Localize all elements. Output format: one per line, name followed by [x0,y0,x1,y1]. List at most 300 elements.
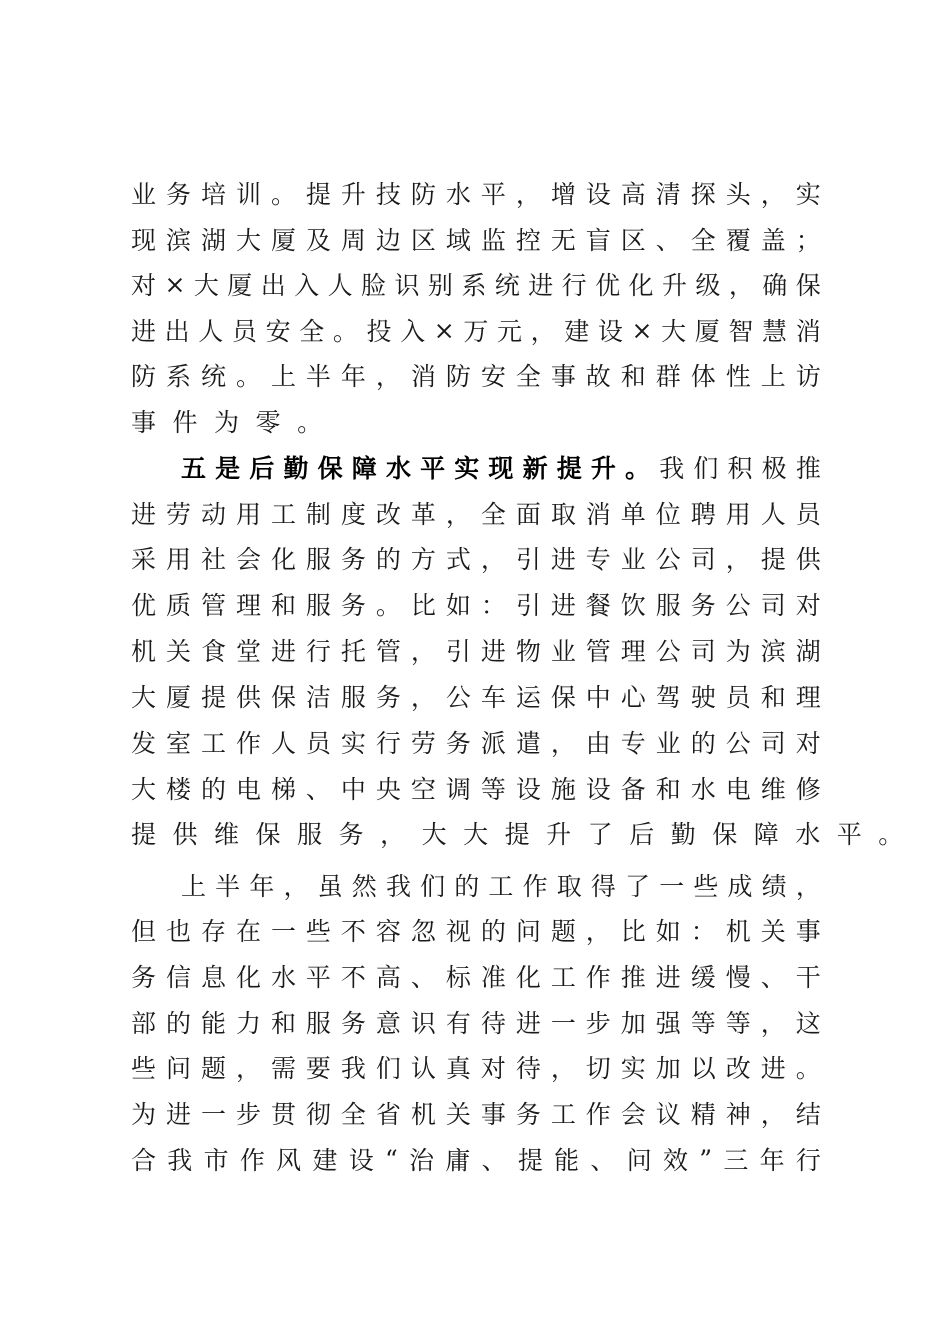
glyph: 存 [200,917,226,946]
glyph: 培 [200,180,226,209]
glyph: 后 [629,820,655,849]
glyph: 。 [235,362,261,391]
glyph: 式 [445,545,471,574]
glyph: 、 [760,963,786,992]
glyph: 设 [515,775,541,804]
glyph: 升 [590,454,616,483]
glyph: 务 [445,729,471,758]
glyph: 升 [340,180,366,209]
glyph: 托 [340,637,366,666]
glyph: 业 [131,180,157,209]
glyph: 等 [480,775,506,804]
glyph: 年 [340,362,366,391]
glyph: 工 [270,500,296,529]
glyph: 的 [454,872,480,901]
glyph: 周 [340,226,366,255]
text-line-11 [131,630,821,670]
glyph: 进 [480,637,506,666]
glyph: 化 [515,963,541,992]
glyph: 务 [165,180,191,209]
glyph: 们 [375,1054,401,1083]
glyph: 事 [550,362,576,391]
glyph: 位 [655,500,681,529]
glyph: 庸 [445,1146,471,1175]
glyph: 工 [488,872,514,901]
glyph: 水 [385,454,411,483]
glyph: 业 [620,545,646,574]
glyph: 湖 [795,637,821,666]
glyph: ， [760,1009,786,1038]
glyph: 升 [546,820,572,849]
glyph: 全 [299,317,325,346]
glyph: 忽 [410,917,436,946]
glyph: 、 [655,226,681,255]
glyph: 步 [585,1009,611,1038]
glyph: 意 [375,1009,401,1038]
glyph: 平 [420,454,446,483]
glyph: 滨 [760,637,786,666]
glyph: 作 [585,1100,611,1129]
glyph: 作 [522,872,548,901]
text-line-19 [131,1002,821,1042]
glyph: 绩 [761,872,787,901]
glyph: 进 [550,545,576,574]
glyph: 性 [725,362,751,391]
glyph: 电 [725,775,751,804]
glyph: 中 [340,775,366,804]
glyph: 供 [235,683,261,712]
glyph: 清 [655,180,681,209]
glyph: 安 [265,317,291,346]
glyph: 保 [550,683,576,712]
glyph: 智 [728,317,754,346]
text-line-3 [131,264,821,304]
glyph: 服 [305,1009,331,1038]
glyph: 实 [795,180,821,209]
glyph: 。 [270,180,296,209]
text-line-7 [181,447,821,487]
glyph: 风 [276,1146,302,1175]
glyph: 行 [561,271,587,300]
glyph: 一 [550,1009,576,1038]
glyph: 提 [504,820,530,849]
glyph: 及 [305,226,331,255]
glyph: 确 [762,271,788,300]
glyph: 我 [167,1146,193,1175]
glyph: 彻 [305,1100,331,1129]
glyph: 高 [620,180,646,209]
glyph: 工 [550,1100,576,1129]
glyph: 息 [200,963,226,992]
glyph: 取 [550,500,576,529]
glyph: 现 [488,454,514,483]
glyph: 理 [620,637,646,666]
glyph: 系 [461,271,487,300]
glyph: 方 [410,545,436,574]
glyph: 体 [690,362,716,391]
glyph: 了 [625,872,651,901]
glyph: 。 [297,408,323,437]
glyph: 我 [385,872,411,901]
glyph: 司 [760,729,786,758]
text-line-6 [131,401,821,441]
glyph: ， [725,545,751,574]
glyph: 万 [463,317,489,346]
glyph: 。 [332,317,358,346]
glyph: 服 [340,683,366,712]
glyph: 和 [760,683,786,712]
glyph: 公 [655,637,681,666]
glyph: 也 [165,917,191,946]
glyph: 理 [795,683,821,712]
glyph: 施 [550,775,576,804]
glyph: 识 [410,1009,436,1038]
text-line-14 [131,768,821,808]
glyph: 防 [410,180,436,209]
glyph: 探 [690,180,716,209]
glyph: 为 [131,1100,157,1129]
glyph: 出 [260,271,286,300]
glyph: 大 [463,820,489,849]
glyph: 关 [445,1100,471,1129]
glyph: 防 [131,362,157,391]
glyph: 保 [270,683,296,712]
glyph: 作 [239,1146,265,1175]
glyph: 神 [725,1100,751,1129]
glyph: 劳 [165,500,191,529]
glyph: 加 [655,1054,681,1083]
glyph: 强 [655,1009,681,1038]
glyph: 切 [585,1054,611,1083]
glyph: 服 [297,820,323,849]
glyph: 半 [215,872,241,901]
glyph: 统 [494,271,520,300]
glyph: 水 [795,820,821,849]
glyph: 全 [515,362,541,391]
glyph: 公 [725,591,751,620]
glyph: 区 [410,226,436,255]
text-line-22 [131,1139,821,1179]
glyph: 。 [375,591,401,620]
glyph: 务 [375,683,401,712]
glyph: ， [235,1054,261,1083]
glyph: 级 [695,271,721,300]
glyph: 事 [480,1100,506,1129]
glyph: 勤 [670,820,696,849]
glyph: 大 [193,271,219,300]
glyph: × [631,315,653,345]
glyph: 需 [270,1054,296,1083]
glyph: 域 [445,226,471,255]
glyph: 司 [690,637,716,666]
glyph: 引 [445,637,471,666]
glyph: 不 [340,917,366,946]
glyph: 慢 [725,963,751,992]
glyph: 备 [620,775,646,804]
glyph: 干 [795,963,821,992]
glyph: 改 [725,1054,751,1083]
glyph: 加 [620,1009,646,1038]
glyph: 供 [795,545,821,574]
glyph: 了 [587,820,613,849]
glyph: 服 [655,591,681,620]
glyph: 监 [480,226,506,255]
glyph: 省 [375,1100,401,1129]
glyph: 服 [305,545,331,574]
glyph: 步 [235,1100,261,1129]
glyph: 餐 [585,591,611,620]
text-line-5 [131,355,821,395]
glyph: 室 [165,729,191,758]
glyph: 结 [795,1100,821,1129]
glyph: 化 [270,545,296,574]
glyph: 管 [375,637,401,666]
glyph: 楼 [165,775,191,804]
glyph: 发 [131,729,157,758]
glyph: 保 [255,820,281,849]
glyph: 进 [131,317,157,346]
glyph: 盖 [760,226,786,255]
glyph: 。 [795,1054,821,1083]
glyph: 食 [200,637,226,666]
glyph: 遣 [515,729,541,758]
glyph: 进 [655,963,681,992]
glyph: 公 [445,683,471,712]
glyph: × [164,269,186,299]
glyph: 件 [172,408,198,437]
glyph: ， [760,1100,786,1129]
glyph: 贯 [270,1100,296,1129]
glyph: 进 [515,1009,541,1038]
glyph: 认 [410,1054,436,1083]
glyph: 设 [585,180,611,209]
glyph: 升 [661,271,687,300]
glyph: 作 [235,729,261,758]
glyph: ， [283,872,309,901]
glyph: 提 [760,545,786,574]
glyph: 服 [305,591,331,620]
glyph: 进 [270,637,296,666]
glyph: 些 [693,872,719,901]
glyph: 这 [795,1009,821,1038]
text-line-15 [131,813,904,853]
glyph: 理 [235,591,261,620]
glyph: 视 [445,917,471,946]
glyph: 派 [480,729,506,758]
glyph: 度 [340,500,366,529]
glyph: 能 [200,1009,226,1038]
glyph: 专 [620,729,646,758]
glyph: 、 [305,775,331,804]
glyph: 行 [795,1146,821,1175]
glyph: 务 [131,963,157,992]
glyph: 题 [550,917,576,946]
glyph: 电 [235,775,261,804]
glyph: 保 [712,820,738,849]
glyph: 建 [564,317,590,346]
glyph: 饮 [620,591,646,620]
glyph: 对 [480,1054,506,1083]
glyph: 的 [480,917,506,946]
glyph: 障 [753,820,779,849]
glyph: 单 [620,500,646,529]
glyph: 引 [515,545,541,574]
glyph: ， [550,729,576,758]
glyph: 群 [655,362,681,391]
glyph: 的 [200,775,226,804]
glyph: 高 [375,963,401,992]
glyph: 维 [214,820,240,849]
glyph: 司 [690,545,716,574]
text-line-2 [131,219,821,259]
glyph: 实 [620,1054,646,1083]
glyph: 央 [375,775,401,804]
text-line-8 [131,493,821,533]
glyph: 面 [515,500,541,529]
glyph: 的 [165,1009,191,1038]
glyph: 务 [338,820,364,849]
glyph: 梯 [270,775,296,804]
glyph: 人 [327,271,353,300]
glyph: 运 [515,683,541,712]
glyph: 大 [421,820,447,849]
glyph: 们 [420,872,446,901]
glyph: 平 [836,820,862,849]
glyph: ， [760,180,786,209]
glyph: 工 [550,963,576,992]
glyph: 访 [795,362,821,391]
glyph: 提 [200,683,226,712]
glyph: ： [690,917,716,946]
glyph: 进 [165,1100,191,1129]
glyph: 效 [662,1146,688,1175]
glyph: 力 [235,1009,261,1038]
glyph: 会 [620,1100,646,1129]
glyph: 务 [340,591,366,620]
text-line-9 [131,538,821,578]
glyph: 是 [215,454,241,483]
glyph: ， [410,683,436,712]
glyph: 取 [556,872,582,901]
glyph: 极 [761,454,787,483]
glyph: 设 [597,317,623,346]
glyph: 滨 [165,226,191,255]
glyph: 堂 [235,637,261,666]
glyph: 人 [198,317,224,346]
glyph: 。 [625,454,651,483]
glyph: 题 [200,1054,226,1083]
glyph: 对 [795,729,821,758]
glyph: 一 [659,872,685,901]
glyph: 保 [317,454,343,483]
glyph: 边 [375,226,401,255]
glyph: 入 [400,317,426,346]
glyph: 虽 [317,872,343,901]
glyph: 全 [340,1100,366,1129]
glyph: 成 [727,872,753,901]
glyph: 得 [590,872,616,901]
glyph: 水 [270,963,296,992]
text-line-13 [131,722,821,762]
glyph: ， [380,820,406,849]
glyph: 人 [760,500,786,529]
text-line-10 [131,584,821,624]
glyph: 但 [131,917,157,946]
glyph: 全 [480,500,506,529]
glyph: 控 [515,226,541,255]
glyph: 平 [305,963,331,992]
glyph: 劳 [410,729,436,758]
glyph: ， [550,1054,576,1083]
glyph: 障 [351,454,377,483]
glyph: 新 [522,454,548,483]
glyph: 大 [235,226,261,255]
glyph: 对 [131,271,157,300]
glyph: 脸 [361,271,387,300]
glyph: 信 [165,963,191,992]
glyph: 议 [655,1100,681,1129]
glyph: 务 [515,1100,541,1129]
text-line-17 [131,910,821,950]
glyph: 大 [661,317,687,346]
glyph: 关 [760,917,786,946]
glyph: 化 [235,963,261,992]
glyph: 消 [410,362,436,391]
glyph: 空 [410,775,436,804]
glyph: 年 [759,1146,785,1175]
glyph: 提 [556,454,582,483]
glyph: 、 [481,1146,507,1175]
glyph: 机 [131,637,157,666]
glyph: 和 [620,362,646,391]
glyph: 进 [131,500,157,529]
glyph: 我 [340,1054,366,1083]
glyph: 入 [294,271,320,300]
text-line-16 [181,865,821,905]
glyph: 以 [690,1054,716,1083]
glyph: 比 [410,591,436,620]
glyph: 行 [375,729,401,758]
glyph: 用 [235,500,261,529]
glyph: 大 [131,683,157,712]
glyph: 防 [445,362,471,391]
glyph: 待 [515,1054,541,1083]
glyph: 技 [375,180,401,209]
glyph: 大 [131,775,157,804]
glyph: 用 [165,545,191,574]
glyph: 采 [131,545,157,574]
glyph: 提 [131,820,157,849]
glyph: 工 [200,729,226,758]
glyph: 化 [628,271,654,300]
glyph: 驶 [690,683,716,712]
glyph: 等 [690,1009,716,1038]
glyph: 等 [725,1009,751,1038]
glyph: 待 [480,1009,506,1038]
glyph: 员 [725,683,751,712]
glyph: ” [699,1144,713,1174]
glyph: 管 [585,637,611,666]
glyph: 五 [181,454,207,483]
glyph: 管 [200,591,226,620]
glyph: 驾 [655,683,681,712]
glyph: 建 [312,1146,338,1175]
glyph: 对 [795,591,821,620]
glyph: 公 [725,729,751,758]
glyph: 会 [235,545,261,574]
glyph: 然 [351,872,377,901]
glyph: 后 [249,454,275,483]
